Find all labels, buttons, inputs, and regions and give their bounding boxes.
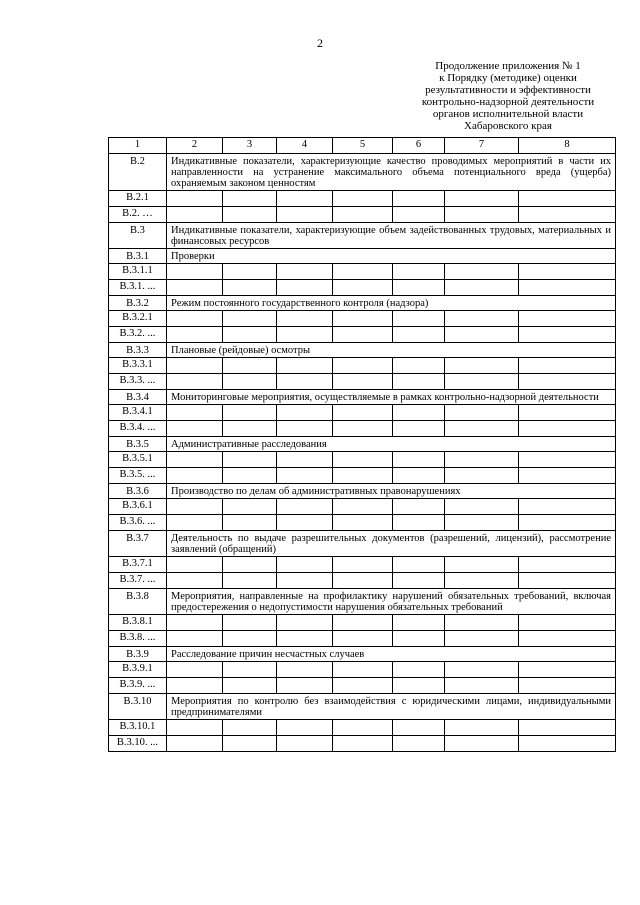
empty-cell	[223, 573, 277, 589]
empty-cell	[333, 264, 393, 280]
section-row	[109, 390, 616, 405]
column-number: 5	[333, 138, 393, 154]
empty-cell	[277, 468, 333, 484]
empty-cell	[167, 468, 223, 484]
empty-cell	[333, 405, 393, 421]
row-description: Индикативные показатели, характеризующие объем задействованных трудовых, материальных и финансовых ресурсов	[167, 223, 616, 249]
empty-cell	[445, 631, 519, 647]
empty-cell	[519, 207, 616, 223]
empty-cell	[445, 573, 519, 589]
sub-row	[109, 405, 616, 421]
empty-cell	[519, 191, 616, 207]
section-row	[109, 694, 616, 720]
row-code: В.2. …	[109, 207, 167, 223]
empty-cell	[167, 720, 223, 736]
empty-cell	[167, 573, 223, 589]
empty-cell	[445, 615, 519, 631]
row-code: В.3.10.1	[109, 720, 167, 736]
empty-cell	[223, 264, 277, 280]
row-code: В.3.4. ...	[109, 421, 167, 437]
empty-cell	[393, 207, 445, 223]
empty-cell	[519, 452, 616, 468]
empty-cell	[333, 515, 393, 531]
section-row	[109, 249, 616, 264]
row-code: В.3.4.1	[109, 405, 167, 421]
empty-cell	[333, 499, 393, 515]
empty-cell	[333, 374, 393, 390]
empty-cell	[167, 327, 223, 343]
empty-cell	[277, 264, 333, 280]
empty-cell	[333, 452, 393, 468]
empty-cell	[223, 374, 277, 390]
header-line: Хабаровского края	[464, 120, 552, 132]
empty-cell	[223, 557, 277, 573]
empty-cell	[223, 327, 277, 343]
section-row	[109, 154, 616, 191]
empty-cell	[277, 736, 333, 752]
empty-cell	[519, 662, 616, 678]
empty-cell	[223, 678, 277, 694]
row-code: В.3.8	[109, 589, 167, 615]
column-number: 1	[109, 138, 167, 154]
row-description: Расследование причин несчастных случаев	[167, 647, 616, 662]
row-code: В.3.1	[109, 249, 167, 264]
empty-cell	[393, 468, 445, 484]
row-description: Проверки	[167, 249, 616, 264]
empty-cell	[393, 358, 445, 374]
page-number: 2	[317, 36, 323, 50]
empty-cell	[167, 678, 223, 694]
column-number: 4	[277, 138, 333, 154]
section-row	[109, 589, 616, 615]
empty-cell	[519, 327, 616, 343]
empty-cell	[519, 374, 616, 390]
empty-cell	[445, 720, 519, 736]
row-description: Индикативные показатели, характеризующие качество проводимых мероприятий в части их направленности на устранение максимального объема потенциального вреда (ущерба) охраняемым законом ценностям	[167, 154, 616, 191]
empty-cell	[519, 615, 616, 631]
empty-cell	[393, 662, 445, 678]
row-description: Административные расследования	[167, 437, 616, 452]
empty-cell	[519, 405, 616, 421]
empty-cell	[223, 191, 277, 207]
appendix-header	[400, 60, 616, 132]
sub-row	[109, 557, 616, 573]
empty-cell	[393, 191, 445, 207]
empty-cell	[393, 615, 445, 631]
empty-cell	[333, 662, 393, 678]
sub-row	[109, 631, 616, 647]
empty-cell	[277, 515, 333, 531]
row-code: В.3.7.1	[109, 557, 167, 573]
row-code: В.3.2	[109, 296, 167, 311]
empty-cell	[333, 720, 393, 736]
empty-cell	[445, 280, 519, 296]
empty-cell	[277, 662, 333, 678]
empty-cell	[333, 311, 393, 327]
empty-cell	[167, 736, 223, 752]
empty-cell	[167, 311, 223, 327]
sub-row	[109, 515, 616, 531]
empty-cell	[223, 468, 277, 484]
empty-cell	[277, 327, 333, 343]
empty-cell	[519, 311, 616, 327]
empty-cell	[223, 280, 277, 296]
empty-cell	[277, 280, 333, 296]
empty-cell	[333, 191, 393, 207]
empty-cell	[393, 405, 445, 421]
empty-cell	[223, 631, 277, 647]
sub-row	[109, 736, 616, 752]
row-code: В.3.7. ...	[109, 573, 167, 589]
row-code: В.3.6	[109, 484, 167, 499]
empty-cell	[393, 573, 445, 589]
empty-cell	[445, 421, 519, 437]
sub-row	[109, 374, 616, 390]
empty-cell	[277, 615, 333, 631]
indicators-table	[108, 137, 616, 752]
empty-cell	[445, 678, 519, 694]
empty-cell	[167, 280, 223, 296]
empty-cell	[445, 662, 519, 678]
empty-cell	[167, 515, 223, 531]
empty-cell	[167, 557, 223, 573]
section-row	[109, 484, 616, 499]
row-code: В.3.5.1	[109, 452, 167, 468]
row-code: В.3.9.1	[109, 662, 167, 678]
empty-cell	[445, 191, 519, 207]
empty-cell	[333, 678, 393, 694]
section-row	[109, 296, 616, 311]
empty-cell	[277, 557, 333, 573]
row-code: В.3.6.1	[109, 499, 167, 515]
sub-row	[109, 499, 616, 515]
sub-row	[109, 280, 616, 296]
row-code: В.3.10. ...	[109, 736, 167, 752]
empty-cell	[333, 327, 393, 343]
column-number: 8	[519, 138, 616, 154]
row-code: В.2.1	[109, 191, 167, 207]
empty-cell	[445, 405, 519, 421]
empty-cell	[445, 468, 519, 484]
empty-cell	[445, 207, 519, 223]
empty-cell	[393, 280, 445, 296]
sub-row	[109, 452, 616, 468]
empty-cell	[223, 662, 277, 678]
header-line: результативности и эффективности	[425, 84, 591, 96]
empty-cell	[277, 678, 333, 694]
empty-cell	[445, 736, 519, 752]
column-number: 3	[223, 138, 277, 154]
row-code: В.3.9	[109, 647, 167, 662]
empty-cell	[277, 191, 333, 207]
empty-cell	[167, 207, 223, 223]
empty-cell	[333, 280, 393, 296]
empty-cell	[519, 720, 616, 736]
empty-cell	[277, 720, 333, 736]
empty-cell	[167, 374, 223, 390]
row-code: В.3.3.1	[109, 358, 167, 374]
section-row	[109, 437, 616, 452]
sub-row	[109, 678, 616, 694]
empty-cell	[223, 515, 277, 531]
section-row	[109, 223, 616, 249]
empty-cell	[445, 499, 519, 515]
row-code: В.3.2. ...	[109, 327, 167, 343]
row-description: Мероприятия, направленные на профилактику нарушений обязательных требований, включая предостережения о недопустимости нарушения обязательных требований	[167, 589, 616, 615]
empty-cell	[393, 499, 445, 515]
section-row	[109, 647, 616, 662]
empty-cell	[333, 615, 393, 631]
empty-cell	[167, 615, 223, 631]
empty-cell	[223, 358, 277, 374]
empty-cell	[167, 405, 223, 421]
sub-row	[109, 191, 616, 207]
empty-cell	[519, 264, 616, 280]
column-number: 6	[393, 138, 445, 154]
empty-cell	[223, 207, 277, 223]
empty-cell	[277, 374, 333, 390]
empty-cell	[393, 374, 445, 390]
empty-cell	[519, 678, 616, 694]
empty-cell	[519, 557, 616, 573]
empty-cell	[445, 452, 519, 468]
sub-row	[109, 573, 616, 589]
empty-cell	[223, 452, 277, 468]
row-code: В.3.1.1	[109, 264, 167, 280]
empty-cell	[277, 452, 333, 468]
row-description: Производство по делам об административных правонарушениях	[167, 484, 616, 499]
empty-cell	[333, 468, 393, 484]
empty-cell	[277, 358, 333, 374]
empty-cell	[445, 374, 519, 390]
sub-row	[109, 421, 616, 437]
empty-cell	[277, 573, 333, 589]
row-code: В.3.6. ...	[109, 515, 167, 531]
empty-cell	[277, 311, 333, 327]
sub-row	[109, 468, 616, 484]
empty-cell	[277, 499, 333, 515]
empty-cell	[223, 736, 277, 752]
sub-row	[109, 720, 616, 736]
empty-cell	[277, 405, 333, 421]
empty-cell	[445, 557, 519, 573]
section-row	[109, 531, 616, 557]
empty-cell	[277, 421, 333, 437]
empty-cell	[519, 736, 616, 752]
row-code: В.3.2.1	[109, 311, 167, 327]
empty-cell	[393, 452, 445, 468]
empty-cell	[445, 327, 519, 343]
empty-cell	[167, 631, 223, 647]
empty-cell	[223, 311, 277, 327]
empty-cell	[393, 515, 445, 531]
empty-cell	[393, 311, 445, 327]
empty-cell	[445, 264, 519, 280]
row-code: В.3.4	[109, 390, 167, 405]
empty-cell	[167, 662, 223, 678]
empty-cell	[333, 736, 393, 752]
sub-row	[109, 264, 616, 280]
empty-cell	[333, 631, 393, 647]
header-line: контрольно-надзорной деятельности	[421, 96, 595, 108]
empty-cell	[519, 280, 616, 296]
empty-cell	[333, 358, 393, 374]
empty-cell	[333, 573, 393, 589]
sub-row	[109, 358, 616, 374]
row-code: В.3.5. ...	[109, 468, 167, 484]
column-number: 7	[445, 138, 519, 154]
row-code: В.3.5	[109, 437, 167, 452]
empty-cell	[393, 631, 445, 647]
empty-cell	[445, 358, 519, 374]
sub-row	[109, 662, 616, 678]
empty-cell	[393, 264, 445, 280]
empty-cell	[393, 736, 445, 752]
column-number-row	[109, 138, 616, 154]
empty-cell	[519, 499, 616, 515]
empty-cell	[445, 311, 519, 327]
column-number: 2	[167, 138, 223, 154]
row-code: В.3.3. ...	[109, 374, 167, 390]
row-code: В.3.1. ...	[109, 280, 167, 296]
row-description: Мероприятия по контролю без взаимодействия с юридическими лицами, индивидуальными предпринимателями	[167, 694, 616, 720]
empty-cell	[223, 720, 277, 736]
empty-cell	[519, 631, 616, 647]
empty-cell	[333, 207, 393, 223]
sub-row	[109, 207, 616, 223]
empty-cell	[167, 499, 223, 515]
header-line: органов исполнительной власти	[432, 108, 584, 120]
empty-cell	[223, 499, 277, 515]
row-description: Плановые (рейдовые) осмотры	[167, 343, 616, 358]
empty-cell	[333, 557, 393, 573]
header-line: к Порядку (методике) оценки	[439, 72, 577, 84]
row-code: В.3.9. ...	[109, 678, 167, 694]
empty-cell	[393, 421, 445, 437]
section-row	[109, 343, 616, 358]
row-code: В.3.3	[109, 343, 167, 358]
header-line: Продолжение приложения № 1	[435, 60, 581, 72]
row-code: В.3.8. ...	[109, 631, 167, 647]
empty-cell	[519, 468, 616, 484]
row-code: В.3.7	[109, 531, 167, 557]
row-description: Режим постоянного государственного контроля (надзора)	[167, 296, 616, 311]
empty-cell	[167, 421, 223, 437]
row-code: В.3.8.1	[109, 615, 167, 631]
empty-cell	[277, 631, 333, 647]
empty-cell	[519, 421, 616, 437]
empty-cell	[519, 515, 616, 531]
empty-cell	[445, 515, 519, 531]
empty-cell	[393, 327, 445, 343]
empty-cell	[333, 421, 393, 437]
sub-row	[109, 615, 616, 631]
empty-cell	[393, 557, 445, 573]
row-description: Деятельность по выдаче разрешительных документов (разрешений, лицензий), рассмотрение заявлений (обращений)	[167, 531, 616, 557]
row-code: В.3	[109, 223, 167, 249]
row-description: Мониторинговые мероприятия, осуществляемые в рамках контрольно-надзорной деятельности	[167, 390, 616, 405]
empty-cell	[223, 405, 277, 421]
empty-cell	[223, 421, 277, 437]
empty-cell	[167, 191, 223, 207]
sub-row	[109, 327, 616, 343]
empty-cell	[167, 358, 223, 374]
empty-cell	[167, 264, 223, 280]
empty-cell	[519, 573, 616, 589]
empty-cell	[519, 358, 616, 374]
row-code: В.2	[109, 154, 167, 191]
empty-cell	[223, 615, 277, 631]
empty-cell	[277, 207, 333, 223]
row-code: В.3.10	[109, 694, 167, 720]
empty-cell	[393, 678, 445, 694]
empty-cell	[167, 452, 223, 468]
sub-row	[109, 311, 616, 327]
empty-cell	[393, 720, 445, 736]
